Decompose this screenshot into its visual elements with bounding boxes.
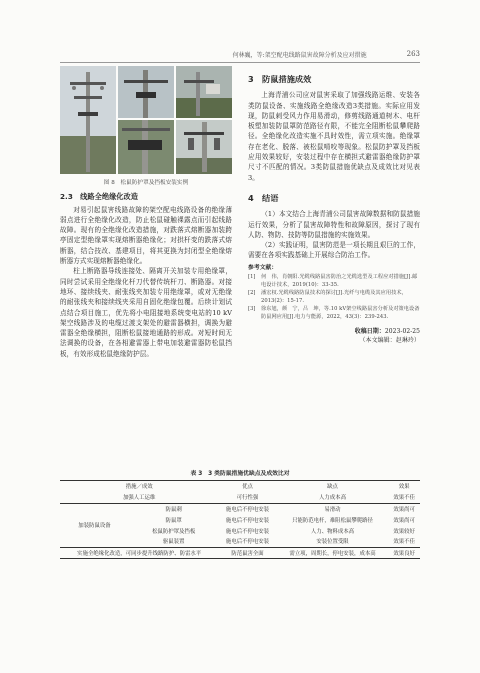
group-label: 加装防鼠设备 <box>78 523 111 530</box>
article-dates <box>248 327 420 345</box>
received-label: 收稿日期： <box>354 328 385 336</box>
table-3 <box>60 468 420 559</box>
paragraph: （2）实践证明，鼠害防范是一项长期且艰巨的工作，需要在各项实践基础上开展综合防治工作。 <box>248 241 420 260</box>
paragraph: 柱上断路器导线连接处、隔离开关加装专用绝缘罩，同时尝试采用全绝缘化杆刀代替传统杆刀、断路器。对接地环、接续线夹、耐张线夹加装专用绝缘罩，或对无绝缘的耐张线夹和接续线夹采用自固化绝缘包覆。后续计划试点结合项目施工，优先将小电阻接地系统变电站的10 kV架空线路涉及的电缆过渡支架处的避雷器横担，调换为避雷器全绝缘横担，阻断松鼠接地通路的形成。对短时间无法调换的设备，在各相避雷器上带电加装避雷器防松鼠挡板，有效形成松鼠绝缘防护层。 <box>60 267 232 358</box>
table-row: 驱鼠装置 施电后不停电安装 安装位置受限 效果不佳 <box>162 539 415 546</box>
table-row: 加装防鼠设备 防鼠刺 施电后不停电安装 易滑动 效果尚可 <box>60 503 420 514</box>
figure-caption: 图 8 松鼠防护罩及挡板安装实例 <box>103 180 189 186</box>
table-subheader: 加强人工运维 <box>60 492 218 503</box>
section-3-title: 3 防鼠措施成效 <box>248 74 312 84</box>
right-column <box>248 66 420 345</box>
comparison-table <box>60 480 420 559</box>
reference-item: [2] 潘宏权.光缆线路防鼠技术的探讨[J].光纤与电缆及其应用技术，2013(2)：15-17. <box>248 290 407 305</box>
paragraph: 上海青浦公司应对鼠害采取了加强线路运维、安装各类防鼠设备、实施线路全绝缘改造3类措施。实际应用发现，防鼠刺受风力作用易滑动，修剪线路通道树木、电杆板塑加装防鼠罩防范路径有限，不能完全阻断松鼠攀爬路径。全绝缘化改造实施不具时效性，需立项实施。绝缘罩存在老化、脱落、被松鼠啃咬等现象。松鼠防护罩及挡板应用效果较好，安装过程中存在横担式避雷器绝缘防护罩尺寸不匹配的情况。3类防鼠措施优缺点及成效比对见表3。 <box>248 91 420 182</box>
photo-equipment <box>176 66 232 118</box>
table-caption: 表 3 3 类防鼠措施优缺点及成效比对 <box>190 471 290 477</box>
table-header: 效果 <box>388 481 420 492</box>
page-number: 263 <box>406 50 420 58</box>
table-row: 实施全绝缘化改造，可同步提升线路防护、防雷水平 防范鼠害全面 需立项，周期长，停电安装，成本高 效果良好 <box>60 547 420 559</box>
section-2-3-title: 2.3 线路全绝缘化改造 <box>60 192 139 202</box>
figure-8-photos <box>60 66 232 174</box>
running-header <box>60 50 420 63</box>
running-title: 何林巍，等:架空配电线路鼠害故障分析及应对措施 <box>232 52 367 59</box>
table-header: 缺点 <box>277 481 389 492</box>
photo-pole-tall <box>60 66 116 174</box>
table-subheader: 人力成本高 <box>277 492 389 503</box>
paragraph: 对易引起鼠害线路故障的架空配电线路设备的绝缘薄弱点进行全绝缘化改造，防止松鼠碰触裸露点而引起线路故障。现有的全绝缘化改造措施，对跌落式熔断器加装跨亭固定型绝缘罩实现熔断器绝缘化；对拱杆变的跌落式熔断器，结合技改、基建项目，将其更换为封闭型全绝缘熔断器方式实现熔断器绝缘化。 <box>60 205 232 266</box>
photo-pole-top <box>118 66 174 118</box>
editor-note: （本文编辑：赵琳玲） <box>359 337 420 345</box>
reference-item: [1] 何 伟，肖朝阳.光缆线路鼠害防治之光缆选型及工程应对措施[J].邮电设计技术，2019(10)：33-35. <box>248 274 418 289</box>
table-row: 防鼠罩 施电后不停电安装 只能防范电杆，难阻松鼠攀爬路径 效果尚可 <box>165 517 415 524</box>
photo-guard-plate <box>118 120 174 174</box>
table-header: 优点 <box>218 481 276 492</box>
section-4-title: 4 结语 <box>248 192 279 203</box>
references-title: 参考文献： <box>248 264 278 271</box>
table-header: 措施／成效 <box>60 481 218 492</box>
reference-item: [3] 徐东旭，颜 宁，吕 坤，等.10 kV架空线路鼠害分析及对策电设备防鼠网应用[J].电力与能源，2022，43(3)：239-243. <box>248 306 420 321</box>
table-subheader: 效果不佳 <box>388 492 420 503</box>
left-column <box>60 66 232 359</box>
photo-arrester <box>176 120 232 174</box>
table-row: 松鼠防护罩及挡板 施电后不停电安装 人力、物料成本高 效果较好 <box>152 528 415 535</box>
received-date: 2023-02-25 <box>384 328 420 336</box>
table-subheader: 可行性强 <box>218 492 276 503</box>
paragraph: （1）本文结合上海青浦公司鼠害故障数据和防鼠措施运行效果，分析了鼠害故障特性和故障原因，探讨了现有人防、物防、技防等防鼠措施的实施效果。 <box>248 210 420 239</box>
